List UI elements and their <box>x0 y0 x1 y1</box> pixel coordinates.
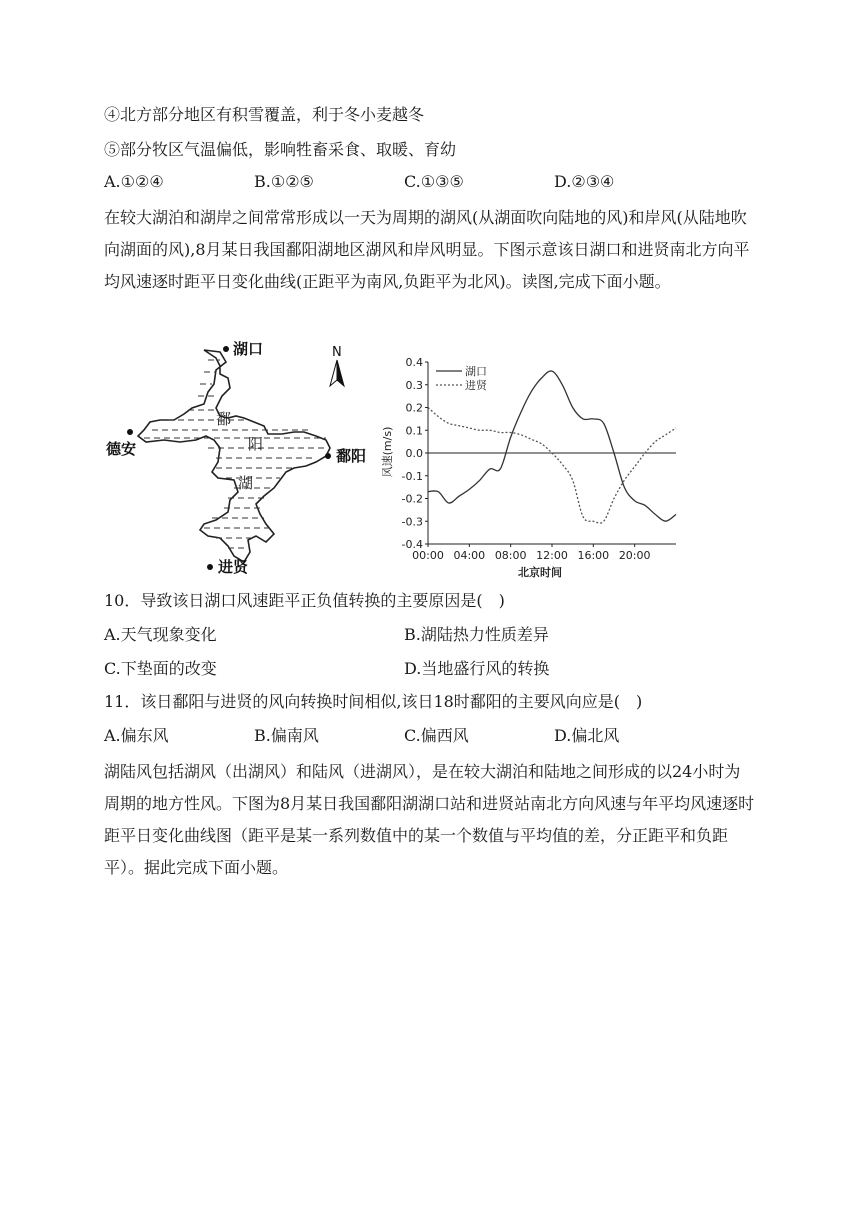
svg-text:N: N <box>332 345 342 360</box>
series-line-hukou <box>428 371 676 521</box>
y-tick-label: -0.1 <box>401 469 423 483</box>
y-tick-label: -0.2 <box>401 492 423 506</box>
y-tick-label: 0.2 <box>405 401 423 415</box>
q9-options <box>104 170 764 194</box>
city-dot-poyang <box>325 453 331 459</box>
north-arrow-icon <box>330 345 344 386</box>
city-label-poyang: 鄱阳 <box>336 447 367 465</box>
x-tick-label: 12:00 <box>536 549 568 562</box>
y-tick-label: 0.4 <box>405 356 423 369</box>
q10-option-d[interactable]: D.当地盛行风的转换 <box>404 659 550 678</box>
series-line-jinxian <box>428 408 676 524</box>
q10-option-c[interactable]: C.下垫面的改变 <box>104 659 217 678</box>
intro-paragraph-2: 湖陆风包括湖风（出湖风）和陆风（进湖风），是在较大湖泊和陆地之间形成的以24小时为周期的地方性风。下图为8月某日我国鄱阳湖湖口站和进贤站南北方向风速与年平均风速逐时距平日变化曲线图（距平是某一系列数值中的某一个数值与平均值的差，分正距平和负距平）。据此完成下面小题。 <box>104 762 755 877</box>
q9-option-a[interactable]: A.①②④ <box>104 172 164 191</box>
figure <box>104 336 684 580</box>
q10-option-a[interactable]: A.天气现象变化 <box>104 625 217 644</box>
intro-paragraph-1: 在较大湖泊和湖岸之间常常形成以一天为周期的湖风(从湖面吹向陆地的风)和岸风(从陆地吹向湖面的风),8月某日我国鄱阳湖地区湖风和岸风明显。下图示意该日湖口和进贤南北方向平均风速逐时距平日变化曲线(正距平为南风,负距平为北风)。读图,完成下面小题。 <box>104 208 750 291</box>
y-axis-label: 风速(m/s) <box>381 426 394 478</box>
city-dot-dean <box>127 429 133 435</box>
q9-option-d[interactable]: D.②③④ <box>554 172 615 191</box>
lake-label-hu: 湖 <box>238 474 254 492</box>
q9-option-c[interactable]: C.①③⑤ <box>404 172 464 191</box>
q10-options-row2 <box>104 657 764 681</box>
y-tick-label: 0.1 <box>405 424 423 438</box>
chart-legend <box>436 364 488 392</box>
city-dot-jinxian <box>207 564 213 570</box>
y-tick-label: -0.4 <box>401 538 423 551</box>
q11-option-b[interactable]: B.偏南风 <box>254 726 319 745</box>
q10-options-row1 <box>104 623 764 647</box>
x-tick-label: 20:00 <box>618 549 651 562</box>
city-dot-hukou <box>223 346 229 352</box>
lake-map <box>106 340 366 576</box>
x-axis-label: 北京时间 <box>518 566 562 579</box>
x-tick-label: 04:00 <box>453 549 486 562</box>
lake-label-yang: 阳 <box>248 435 264 453</box>
y-tick-labels <box>402 356 428 551</box>
q11-option-c[interactable]: C.偏西风 <box>404 726 469 745</box>
q11-option-d[interactable]: D.偏北风 <box>554 726 620 745</box>
city-label-dean: 德安 <box>106 440 137 458</box>
lake-label-po: 鄱 <box>216 410 232 428</box>
x-tick-labels <box>412 544 650 562</box>
q11-option-a[interactable]: A.偏东风 <box>104 726 169 745</box>
legend-label-jinxian: 进贤 <box>465 379 487 392</box>
legend-label-hukou: 湖口 <box>465 365 487 378</box>
wind-anomaly-chart <box>380 356 676 579</box>
y-tick-label: 0.3 <box>405 378 423 392</box>
city-label-jinxian: 进贤 <box>218 558 249 576</box>
statement-4: ④北方部分地区有积雪覆盖，利于冬小麦越冬 <box>104 105 425 124</box>
lake-outline <box>138 350 330 562</box>
chart-series <box>428 371 676 523</box>
city-label-hukou: 湖口 <box>233 340 264 358</box>
q11-options <box>104 724 764 748</box>
q9-option-b[interactable]: B.①②⑤ <box>254 172 314 191</box>
y-tick-label: 0.0 <box>405 447 423 460</box>
y-tick-label: -0.3 <box>401 515 423 529</box>
q10-stem: 10．导致该日湖口风速距平正负值转换的主要原因是( ) <box>104 591 505 610</box>
x-tick-label: 00:00 <box>412 549 444 562</box>
statement-5: ⑤部分牧区气温偏低，影响牲畜采食、取暖、育幼 <box>104 140 457 159</box>
q10-option-b[interactable]: B.湖陆热力性质差异 <box>404 625 549 644</box>
q11-stem: 11．该日鄱阳与进贤的风向转换时间相似,该日18时鄱阳的主要风向应是( ) <box>104 692 643 711</box>
x-tick-label: 16:00 <box>577 549 610 562</box>
figure-svg <box>104 336 684 580</box>
x-tick-label: 08:00 <box>494 549 527 562</box>
